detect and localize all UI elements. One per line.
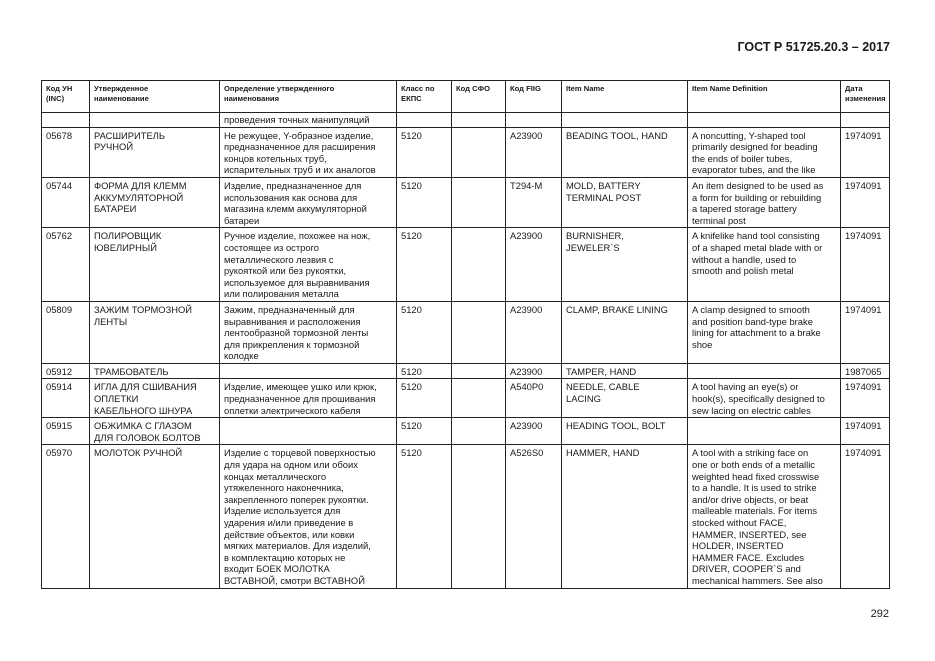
table-row xyxy=(42,445,890,588)
cell-inc: 05678 xyxy=(42,127,90,177)
cell-approved-name: РАСШИРИТЕЛЬ РУЧНОЙ xyxy=(90,127,220,177)
cell-date: 1987065 xyxy=(841,363,890,379)
cell-approved-name xyxy=(90,113,220,128)
table-row xyxy=(42,418,890,445)
col-header-inc: Код УН (INC) xyxy=(42,81,90,113)
cell-fiig: A23900 xyxy=(506,127,562,177)
cell-definition: Ручное изделие, похожее на нож, состоящее из острого металлического лезвия с рукояткой или без рукоятки, используемое для выравнивания или полирования металла xyxy=(220,228,397,302)
cell-definition xyxy=(220,418,397,445)
cell-item-definition: A knifelike hand tool consisting of a shaped metal blade with or without a handle, used to smooth and polish metal xyxy=(688,228,841,302)
cell-item-name: CLAMP, BRAKE LINING xyxy=(562,301,688,363)
cell-fiig xyxy=(506,113,562,128)
cell-item-definition xyxy=(688,113,841,128)
cell-class: 5120 xyxy=(397,379,452,418)
cell-date: 1974091 xyxy=(841,379,890,418)
cell-item-definition xyxy=(688,418,841,445)
cell-class: 5120 xyxy=(397,127,452,177)
cell-sfo xyxy=(452,418,506,445)
cell-approved-name: ЗАЖИМ ТОРМОЗНОЙ ЛЕНТЫ xyxy=(90,301,220,363)
cell-item-definition: An item designed to be used as a form for building or rebuilding a tapered storage battery terminal post xyxy=(688,177,841,227)
col-header-date: Дата изменения xyxy=(841,81,890,113)
cell-item-name: MOLD, BATTERY TERMINAL POST xyxy=(562,177,688,227)
cell-date xyxy=(841,113,890,128)
cell-definition: проведения точных манипуляций xyxy=(220,113,397,128)
col-header-item-name: Item Name xyxy=(562,81,688,113)
cell-date: 1974091 xyxy=(841,228,890,302)
cell-class: 5120 xyxy=(397,301,452,363)
cell-fiig: A540P0 xyxy=(506,379,562,418)
cell-fiig: A23900 xyxy=(506,228,562,302)
cell-approved-name: ТРАМБОВАТЕЛЬ xyxy=(90,363,220,379)
cell-sfo xyxy=(452,127,506,177)
cell-item-name: HEADING TOOL, BOLT xyxy=(562,418,688,445)
cell-approved-name: МОЛОТОК РУЧНОЙ xyxy=(90,445,220,588)
cell-item-name: TAMPER, HAND xyxy=(562,363,688,379)
cell-inc: 05809 xyxy=(42,301,90,363)
cell-sfo xyxy=(452,301,506,363)
cell-sfo xyxy=(452,379,506,418)
cell-definition: Изделие, имеющее ушко или крюк, предназначенное для прошивания оплетки электрического кабеля xyxy=(220,379,397,418)
cell-approved-name: ФОРМА ДЛЯ КЛЕММ АККУМУЛЯТОРНОЙ БАТАРЕИ xyxy=(90,177,220,227)
cell-item-name: NEEDLE, CABLE LACING xyxy=(562,379,688,418)
col-header-approved-name: Утвержденное наименование xyxy=(90,81,220,113)
items-table xyxy=(41,80,890,589)
table-row xyxy=(42,113,890,128)
cell-item-definition: A clamp designed to smooth and position band-type brake lining for attachment to a brake shoe xyxy=(688,301,841,363)
cell-definition: Зажим, предназначенный для выравнивания и расположения лентообразной тормозной ленты для прикрепления к тормозной колодке xyxy=(220,301,397,363)
cell-item-name: BURNISHER, JEWELER`S xyxy=(562,228,688,302)
cell-class xyxy=(397,113,452,128)
cell-inc: 05914 xyxy=(42,379,90,418)
cell-definition: Не режущее, Y-образное изделие, предназначенное для расширения концов котельных труб, испарительных труб и их аналогов xyxy=(220,127,397,177)
document-standard-title: ГОСТ Р 51725.20.3 – 2017 xyxy=(737,40,890,54)
table-row xyxy=(42,177,890,227)
cell-fiig: A526S0 xyxy=(506,445,562,588)
table-row xyxy=(42,379,890,418)
cell-definition: Изделие с торцевой поверхностью для удара на одном или обоих концах металлического утяжеленного наконечника, закрепленного поперек рукоятки. Изделие используется для ударения и/или приведение в действие объектов, или ковки мягких материалов. Для изделий, в комплектацию которых не входит БОЕК МОЛОТКА ВСТАВНОЙ, смотри ВСТАВНОЙ xyxy=(220,445,397,588)
table-row xyxy=(42,127,890,177)
cell-fiig: A23900 xyxy=(506,363,562,379)
col-header-fiig: Код FIIG xyxy=(506,81,562,113)
cell-date: 1974091 xyxy=(841,127,890,177)
table-header-row xyxy=(42,81,890,113)
cell-inc: 05970 xyxy=(42,445,90,588)
cell-inc xyxy=(42,113,90,128)
cell-sfo xyxy=(452,445,506,588)
cell-date: 1974091 xyxy=(841,445,890,588)
cell-item-definition: A noncutting, Y-shaped tool primarily designed for beading the ends of boiler tubes, evaporator tubes, and the like xyxy=(688,127,841,177)
table-row xyxy=(42,228,890,302)
cell-approved-name: ОБЖИМКА С ГЛАЗОМ ДЛЯ ГОЛОВОК БОЛТОВ xyxy=(90,418,220,445)
col-header-item-definition: Item Name Definition xyxy=(688,81,841,113)
cell-class: 5120 xyxy=(397,228,452,302)
cell-inc: 05744 xyxy=(42,177,90,227)
cell-date: 1974091 xyxy=(841,301,890,363)
cell-sfo xyxy=(452,177,506,227)
cell-date: 1974091 xyxy=(841,418,890,445)
table-row xyxy=(42,363,890,379)
cell-fiig: A23900 xyxy=(506,418,562,445)
cell-item-definition: A tool having an eye(s) or hook(s), specifically designed to sew lacing on electric cables xyxy=(688,379,841,418)
cell-definition: Изделие, предназначенное для использования как основа для магазина клемм аккумуляторной батареи xyxy=(220,177,397,227)
cell-approved-name: ПОЛИРОВЩИК ЮВЕЛИРНЫЙ xyxy=(90,228,220,302)
cell-class: 5120 xyxy=(397,418,452,445)
cell-sfo xyxy=(452,363,506,379)
cell-date: 1974091 xyxy=(841,177,890,227)
cell-class: 5120 xyxy=(397,445,452,588)
cell-class: 5120 xyxy=(397,177,452,227)
cell-class: 5120 xyxy=(397,363,452,379)
cell-fiig: T294-M xyxy=(506,177,562,227)
cell-item-definition xyxy=(688,363,841,379)
cell-definition xyxy=(220,363,397,379)
col-header-definition: Определение утвержденного наименования xyxy=(220,81,397,113)
cell-inc: 05912 xyxy=(42,363,90,379)
cell-approved-name: ИГЛА ДЛЯ СШИВАНИЯ ОПЛЕТКИ КАБЕЛЬНОГО ШНУРА xyxy=(90,379,220,418)
col-header-class: Класс по ЕКПС xyxy=(397,81,452,113)
cell-sfo xyxy=(452,113,506,128)
cell-sfo xyxy=(452,228,506,302)
col-header-sfo: Код СФО xyxy=(452,81,506,113)
cell-inc: 05762 xyxy=(42,228,90,302)
cell-fiig: A23900 xyxy=(506,301,562,363)
page-number: 292 xyxy=(870,608,889,620)
cell-item-name: BEADING TOOL, HAND xyxy=(562,127,688,177)
cell-item-name xyxy=(562,113,688,128)
cell-inc: 05915 xyxy=(42,418,90,445)
table-row xyxy=(42,301,890,363)
cell-item-name: HAMMER, HAND xyxy=(562,445,688,588)
cell-item-definition: A tool with a striking face on one or both ends of a metallic weighted head fixed crosswise to a handle. It is used to strike and/or drive objects, or beat malleable materials. For items stocked without FACE, HAMMER, INSERTED, see HOLDER, INSERTED HAMMER FACE. Excludes DRIVER, COOPER`S and mechanical hammers. See also xyxy=(688,445,841,588)
